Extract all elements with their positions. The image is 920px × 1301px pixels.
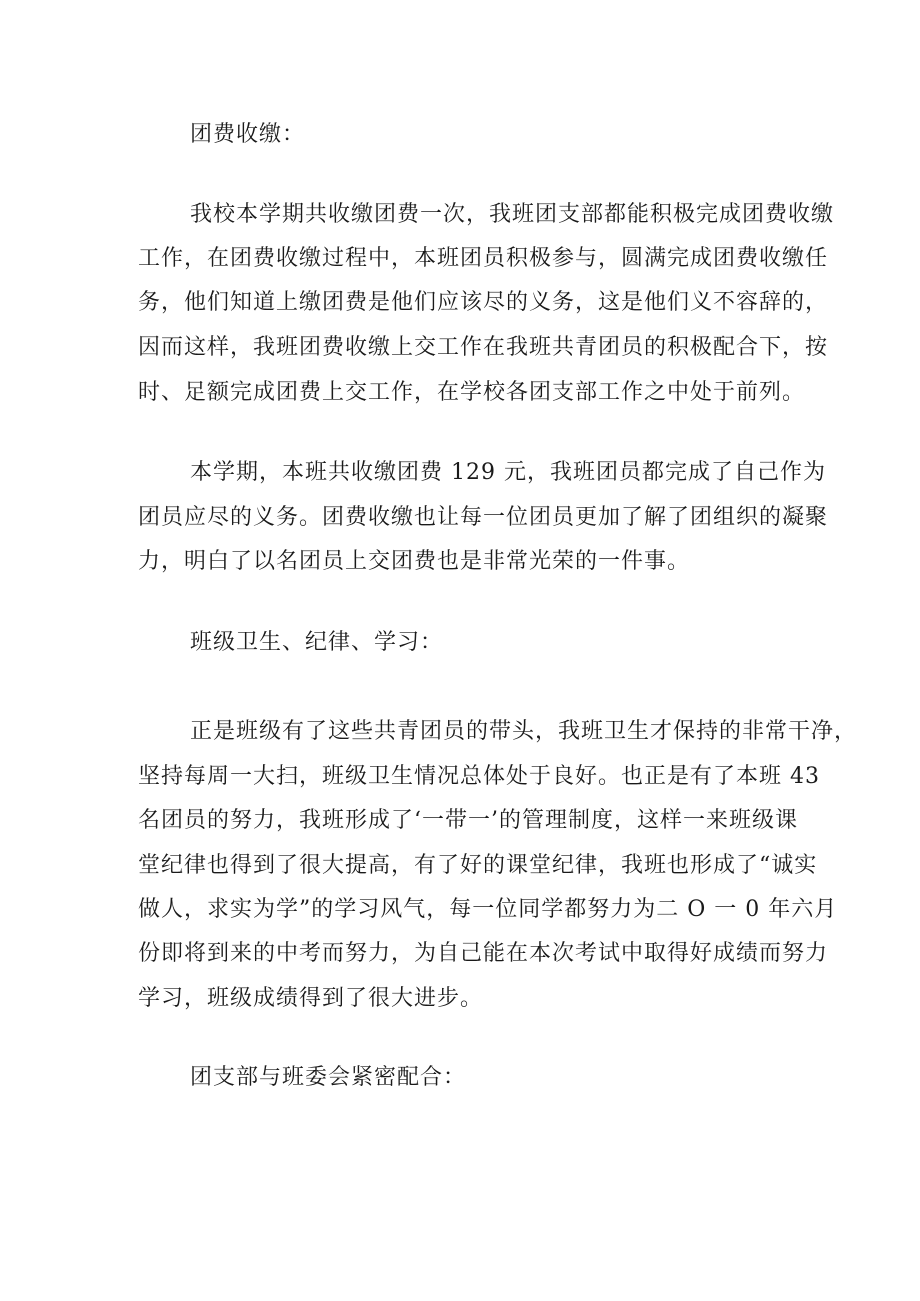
paragraph-line: 做人，求实为学”的学习风气，每一位同学都努力为二 O 一 0 年六月 [138, 897, 838, 922]
paragraph-line: 份即将到来的中考而努力，为自己能在本次考试中取得好成绩而努力 [138, 941, 829, 966]
paragraph-line: 工作，在团费收缴过程中，本班团员积极参与，圆满完成团费收缴任 [138, 246, 829, 271]
paragraph-line: 务，他们知道上缴团费是他们应该尽的义务，这是他们义不容辞的， [138, 290, 829, 315]
paragraph-line: 学习，班级成绩得到了很大进步。 [138, 986, 484, 1011]
paragraph-line: 力，明白了以名团员上交团费也是非常光荣的一件事。 [138, 549, 691, 574]
paragraph-line: 时、足额完成团费上交工作，在学校各团支部工作之中处于前列。 [138, 380, 806, 405]
paragraph-line: 名团员的努力，我班形成了‘一带一’的管理制度，这样一来班级课 [138, 808, 798, 833]
heading-class-hygiene-discipline-study: 班级卫生、纪律、学习： [190, 630, 444, 655]
paragraph-line: 团员应尽的义务。团费收缴也让每一位团员更加了解了团组织的凝聚 [138, 505, 829, 530]
heading-fee-collection: 团费收缴： [190, 122, 306, 147]
heading-branch-committee-cooperation: 团支部与班委会紧密配合： [190, 1065, 467, 1090]
paragraph-line: 堂纪律也得到了很大提高，有了好的课堂纪律，我班也形成了“诚实 [138, 853, 818, 878]
paragraph-line: 本学期，本班共收缴团费 129 元，我班团员都完成了自己作为 [190, 460, 826, 485]
paragraph-line: 坚持每周一大扫，班级卫生情况总体处于良好。也正是有了本班 43 [138, 764, 820, 789]
paragraph-line: 正是班级有了这些共青团员的带头，我班卫生才保持的非常干净， [190, 719, 858, 744]
paragraph-line: 我校本学期共收缴团费一次，我班团支部都能积极完成团费收缴 [190, 202, 835, 227]
paragraph-line: 因而这样，我班团费收缴上交工作在我班共青团员的积极配合下，按 [138, 335, 829, 360]
